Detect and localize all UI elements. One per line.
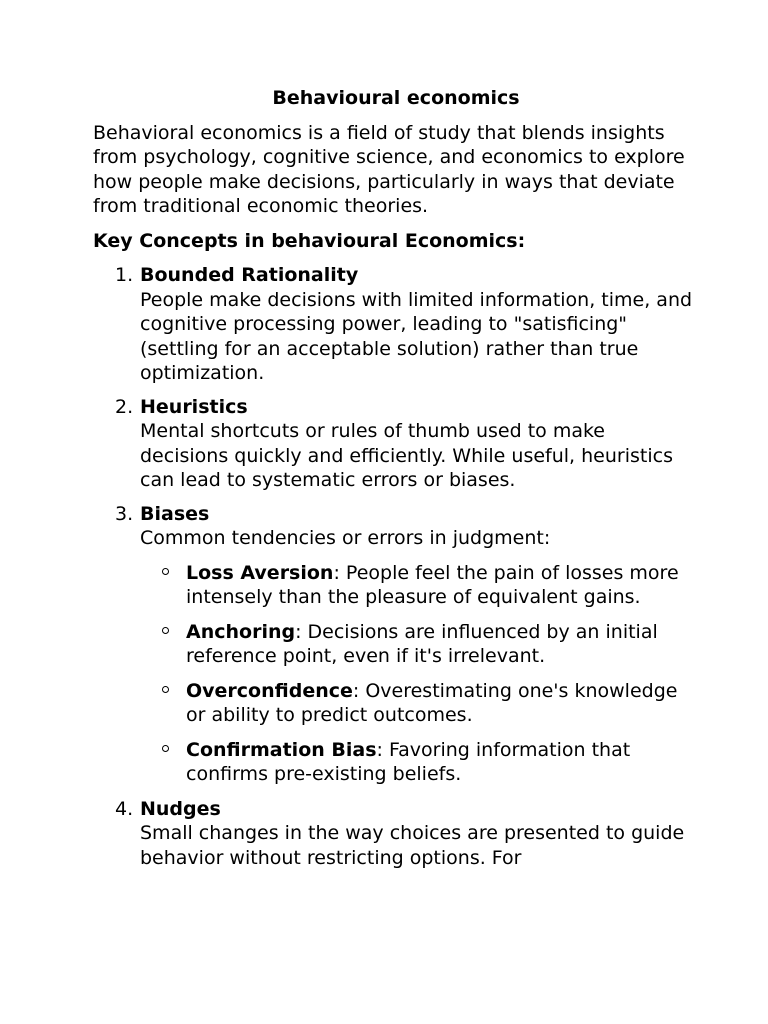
concepts-list xyxy=(93,263,693,870)
concept-item-biases xyxy=(93,502,693,787)
list-number: 4. xyxy=(115,797,134,820)
list-number: 3. xyxy=(115,502,134,525)
hollow-bullet-icon xyxy=(162,745,169,752)
bias-item-anchoring xyxy=(140,620,693,669)
bias-text: : Decisions are influenced by an initial reference point, even if it's irrelevant. xyxy=(186,620,658,667)
concept-title: Bounded Rationality xyxy=(140,264,359,286)
hollow-bullet-icon xyxy=(162,627,169,634)
section-heading: Key Concepts in behavioural Economics: xyxy=(93,229,526,252)
bias-item-loss-aversion xyxy=(140,561,693,610)
bias-term: Confirmation Bias xyxy=(186,738,377,761)
list-number: 1. xyxy=(115,264,134,286)
bias-term: Anchoring xyxy=(186,620,296,643)
concept-title: Heuristics xyxy=(140,395,248,418)
bias-item-confirmation-bias xyxy=(140,738,693,787)
hollow-bullet-icon xyxy=(162,568,169,575)
biases-sublist xyxy=(140,561,693,787)
concept-title: Biases xyxy=(140,502,210,525)
intro-paragraph: Behavioral economics is a field of study that blends insights from psychology, cognitive science, and economics to explore how people make decisions, particularly in ways that deviate from traditional economic theories. xyxy=(93,121,685,217)
bias-term: Loss Aversion xyxy=(186,561,334,584)
document-title: Behavioural economics xyxy=(272,87,520,109)
bias-item-overconfidence xyxy=(140,679,693,728)
concept-item-heuristics xyxy=(93,395,693,493)
hollow-bullet-icon xyxy=(162,686,169,693)
concept-description: Mental shortcuts or rules of thumb used to make decisions quickly and efficiently. While useful, heuristics can lead to systematic errors or biases. xyxy=(140,420,673,491)
list-number: 2. xyxy=(115,395,134,418)
concept-description: Small changes in the way choices are presented to guide behavior without restricting options. For xyxy=(140,822,685,869)
bias-term: Overconfidence xyxy=(186,679,353,702)
bias-text: : Favoring information that confirms pre-existing beliefs. xyxy=(186,738,631,785)
bias-text: : People feel the pain of losses more intensely than the pleasure of equivalent gains. xyxy=(186,561,679,608)
concept-item-bounded-rationality xyxy=(93,263,693,386)
concept-description: Common tendencies or errors in judgment: xyxy=(140,527,551,549)
concept-title: Nudges xyxy=(140,797,221,820)
concept-item-nudges xyxy=(93,797,693,871)
document-page xyxy=(93,86,693,879)
bias-text: : Overestimating one's knowledge or ability to predict outcomes. xyxy=(186,679,678,726)
concept-description: People make decisions with limited information, time, and cognitive processing power, leading to "satisficing" (settling for an acceptable solution) rather than true optimization. xyxy=(140,288,693,384)
